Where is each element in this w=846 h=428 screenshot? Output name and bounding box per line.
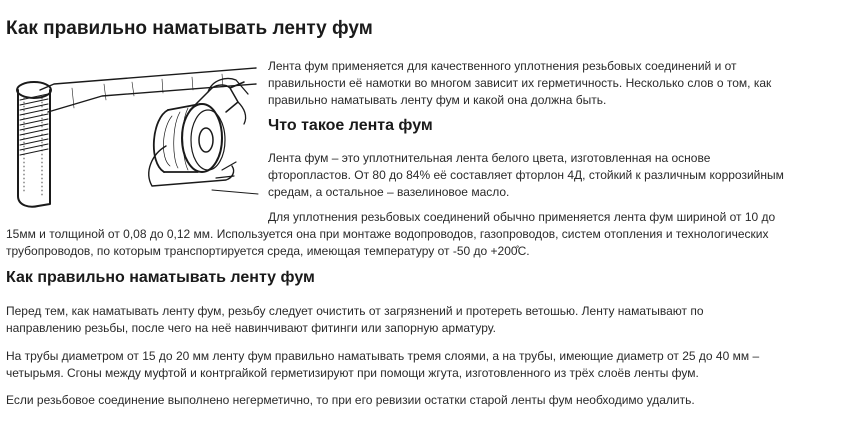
section-heading-what-is: Что такое лента фум: [268, 117, 433, 134]
intro-paragraph: Лента фум применяется для качественного уплотнения резьбовых соединений и от правильности её намотки во многом зависит их герметичность. Несколько слов о том, как правильно наматывать ленту фум и какой она должна быть.: [268, 59, 772, 107]
revision-paragraph: Если резьбовое соединение выполнено негерметично, то при его ревизии остатки старой ленты фум необходимо удалить.: [6, 393, 695, 407]
page-title: Как правильно наматывать ленту фум: [6, 18, 373, 39]
layers-paragraph: На трубы диаметром от 15 до 20 мм ленту фум правильно наматывать тремя слоями, а на трубы, имеющие диаметр от 25 до 40 мм – четырьмя. Сгоны между муфтой и контргайкой герметизируют при помощи жгута, изготовленного из трёх слоёв ленты фум.: [6, 349, 760, 380]
usage-paragraph: Для уплотнения резьбовых соединений обычно применяется лента фум шириной от 10 до 15мм и толщиной от 0,08 до 0,12 мм. Используется она при монтаже водопроводов, газопроводов, систем отопления и технологических трубопроводов, по которым транспортируется среда, имеющая температуру от -50 до +200̊С.: [6, 210, 776, 258]
preparation-paragraph: Перед тем, как наматывать ленту фум, резьбу следует очистить от загрязнений и протереть ветошью. Ленту наматывают по направлению резьбы, после чего на неё навинчивают фитинги или запорную арматуру.: [6, 304, 704, 335]
section-heading-how-to-wind: Как правильно наматывать ленту фум: [6, 269, 315, 286]
pipe-with-ptfe-tape-roll-illustration-icon: [12, 50, 260, 210]
definition-paragraph: Лента фум – это уплотнительная лента белого цвета, изготовленная на основе фторопластов. От 80 до 84% её составляет фторлон 4Д, стойкий к различным коррозийным средам, а остальное – вазелиновое масло.: [268, 151, 784, 199]
